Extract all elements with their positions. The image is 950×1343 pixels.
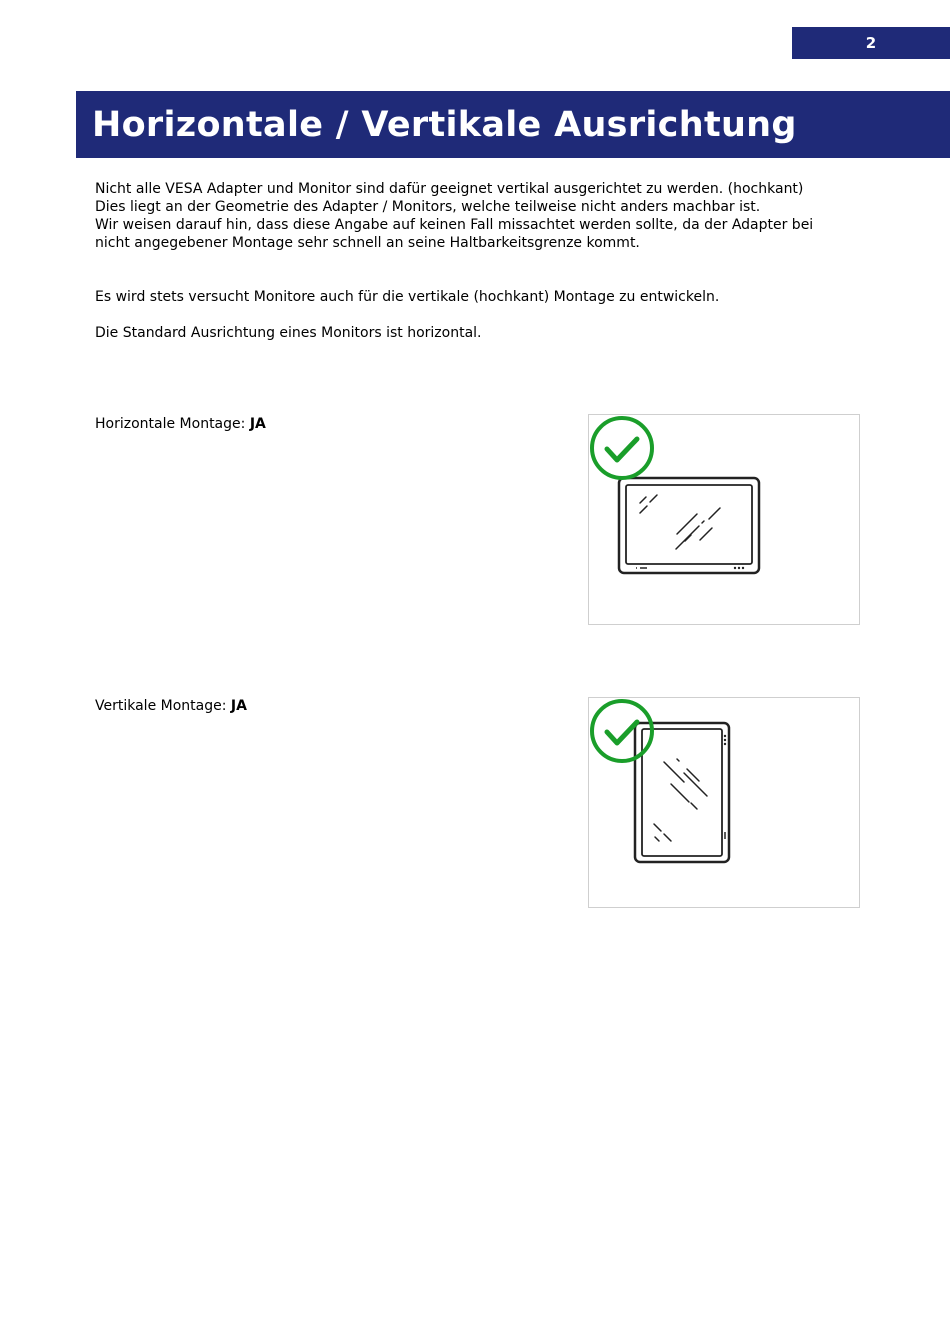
standard-orientation-text: Die Standard Ausrichtung eines Monitors ist horizontal. — [95, 325, 482, 341]
development-text: Es wird stets versucht Monitore auch für die vertikale (hochkant) Montage zu entwickeln. — [95, 289, 720, 305]
intro-line: Wir weisen darauf hin, dass diese Angabe auf keinen Fall missachtet werden sollte, da der Adapter bei — [95, 217, 814, 233]
intro-line: nicht angegebener Montage sehr schnell an seine Haltbarkeitsgrenze kommt. — [95, 235, 640, 251]
horizontal-montage-value: JA — [249, 416, 266, 432]
title-banner — [76, 91, 950, 158]
vertical-montage-label — [95, 697, 247, 715]
intro-line: Nicht alle VESA Adapter und Monitor sind dafür geeignet vertikal ausgerichtet zu werden. (hochkant) — [95, 181, 804, 197]
check-icon — [589, 415, 655, 481]
page-title: Horizontale / Vertikale Ausrichtung — [92, 104, 797, 145]
development-paragraph — [95, 288, 875, 306]
page-number-badge — [792, 27, 950, 59]
check-icon — [589, 698, 655, 764]
intro-line: Dies liegt an der Geometrie des Adapter / Monitors, welche teilweise nicht anders machbar ist. — [95, 199, 761, 215]
vertical-montage-text: Vertikale Montage: — [95, 698, 231, 714]
horizontal-montage-text: Horizontale Montage: — [95, 416, 250, 432]
horizontal-montage-figure — [588, 414, 860, 625]
page-number: 2 — [865, 34, 877, 52]
standard-orientation-paragraph — [95, 324, 875, 342]
vertical-montage-value: JA — [230, 698, 247, 714]
intro-paragraph — [95, 180, 875, 252]
horizontal-montage-label — [95, 415, 266, 433]
vertical-montage-figure — [588, 697, 860, 908]
